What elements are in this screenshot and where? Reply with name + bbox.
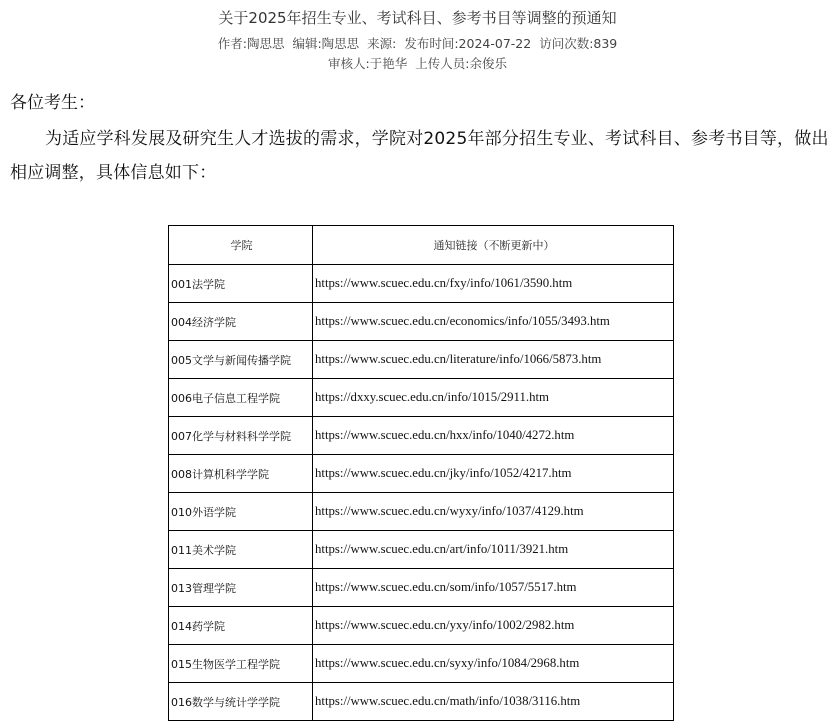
article-meta-line-1 bbox=[0, 34, 835, 52]
school-name-cell: 014药学院 bbox=[169, 607, 313, 645]
table-row bbox=[169, 531, 674, 569]
table-row bbox=[169, 683, 674, 721]
notice-link[interactable]: https://www.scuec.edu.cn/hxx/info/1040/4272.htm bbox=[315, 428, 575, 442]
table-row bbox=[169, 493, 674, 531]
notice-link[interactable]: https://www.scuec.edu.cn/art/info/1011/3921.htm bbox=[315, 542, 569, 556]
notice-link-cell bbox=[313, 683, 674, 721]
notice-link[interactable]: https://www.scuec.edu.cn/yxy/info/1002/2982.htm bbox=[315, 618, 575, 632]
header-school: 学院 bbox=[169, 226, 313, 265]
notice-link[interactable]: https://www.scuec.edu.cn/economics/info/1055/3493.htm bbox=[315, 314, 610, 328]
table-row bbox=[169, 569, 674, 607]
author-label: 作者:陶思思 bbox=[217, 36, 285, 51]
school-name-cell: 001法学院 bbox=[169, 265, 313, 303]
notice-link-cell bbox=[313, 379, 674, 417]
notice-link-cell bbox=[313, 265, 674, 303]
visit-count-label: 访问次数:839 bbox=[539, 36, 618, 51]
table-row bbox=[169, 607, 674, 645]
publish-time-label: 发布时间:2024-07-22 bbox=[404, 36, 532, 51]
notice-link[interactable]: https://dxxy.scuec.edu.cn/info/1015/2911.htm bbox=[315, 390, 549, 404]
school-links-table bbox=[168, 225, 674, 721]
table-row bbox=[169, 645, 674, 683]
source-label: 来源: bbox=[367, 36, 397, 51]
uploader-label: 上传人员:余俊乐 bbox=[415, 56, 507, 71]
notice-link[interactable]: https://www.scuec.edu.cn/wyxy/info/1037/4129.htm bbox=[315, 504, 584, 518]
notice-link[interactable]: https://www.scuec.edu.cn/jky/info/1052/4217.htm bbox=[315, 466, 572, 480]
notice-link[interactable]: https://www.scuec.edu.cn/math/info/1038/3116.htm bbox=[315, 694, 581, 708]
school-name-cell: 015生物医学工程学院 bbox=[169, 645, 313, 683]
school-name-cell: 008计算机科学学院 bbox=[169, 455, 313, 493]
article-title: 关于2025年招生专业、考试科目、参考书目等调整的预通知 bbox=[218, 9, 617, 27]
notice-link-cell bbox=[313, 341, 674, 379]
school-name-cell: 006电子信息工程学院 bbox=[169, 379, 313, 417]
school-name-cell: 010外语学院 bbox=[169, 493, 313, 531]
notice-link-cell bbox=[313, 417, 674, 455]
notice-link-cell bbox=[313, 645, 674, 683]
school-name-cell: 005文学与新闻传播学院 bbox=[169, 341, 313, 379]
notice-link[interactable]: https://www.scuec.edu.cn/fxy/info/1061/3590.htm bbox=[315, 276, 573, 290]
notice-link-cell bbox=[313, 303, 674, 341]
table-row bbox=[169, 379, 674, 417]
table-row bbox=[169, 417, 674, 455]
header-link: 通知链接（不断更新中） bbox=[313, 226, 674, 265]
greeting: 各位考生： bbox=[10, 93, 95, 113]
table-row bbox=[169, 455, 674, 493]
notice-link-cell bbox=[313, 607, 674, 645]
article-meta-line-2 bbox=[0, 54, 835, 72]
school-name-cell: 007化学与材料科学学院 bbox=[169, 417, 313, 455]
table-row bbox=[169, 341, 674, 379]
notice-link[interactable]: https://www.scuec.edu.cn/literature/info/1066/5873.htm bbox=[315, 352, 602, 366]
school-name-cell: 013管理学院 bbox=[169, 569, 313, 607]
notice-link-cell bbox=[313, 455, 674, 493]
school-name-cell: 016数学与统计学学院 bbox=[169, 683, 313, 721]
notice-link-cell bbox=[313, 531, 674, 569]
notice-link[interactable]: https://www.scuec.edu.cn/syxy/info/1084/2968.htm bbox=[315, 656, 580, 670]
reviewer-label: 审核人:于艳华 bbox=[328, 56, 408, 71]
editor-label: 编辑:陶思思 bbox=[292, 36, 360, 51]
school-name-cell: 011美术学院 bbox=[169, 531, 313, 569]
table-row bbox=[169, 265, 674, 303]
intro-paragraph: 为适应学科发展及研究生人才选拔的需求，学院对2025年部分招生专业、考试科目、参考书目等，做出相应调整，具体信息如下： bbox=[10, 129, 829, 183]
table-row bbox=[169, 303, 674, 341]
notice-link-cell bbox=[313, 569, 674, 607]
table-header-row bbox=[169, 226, 674, 265]
notice-link-cell bbox=[313, 493, 674, 531]
notice-link[interactable]: https://www.scuec.edu.cn/som/info/1057/5517.htm bbox=[315, 580, 577, 594]
school-name-cell: 004经济学院 bbox=[169, 303, 313, 341]
